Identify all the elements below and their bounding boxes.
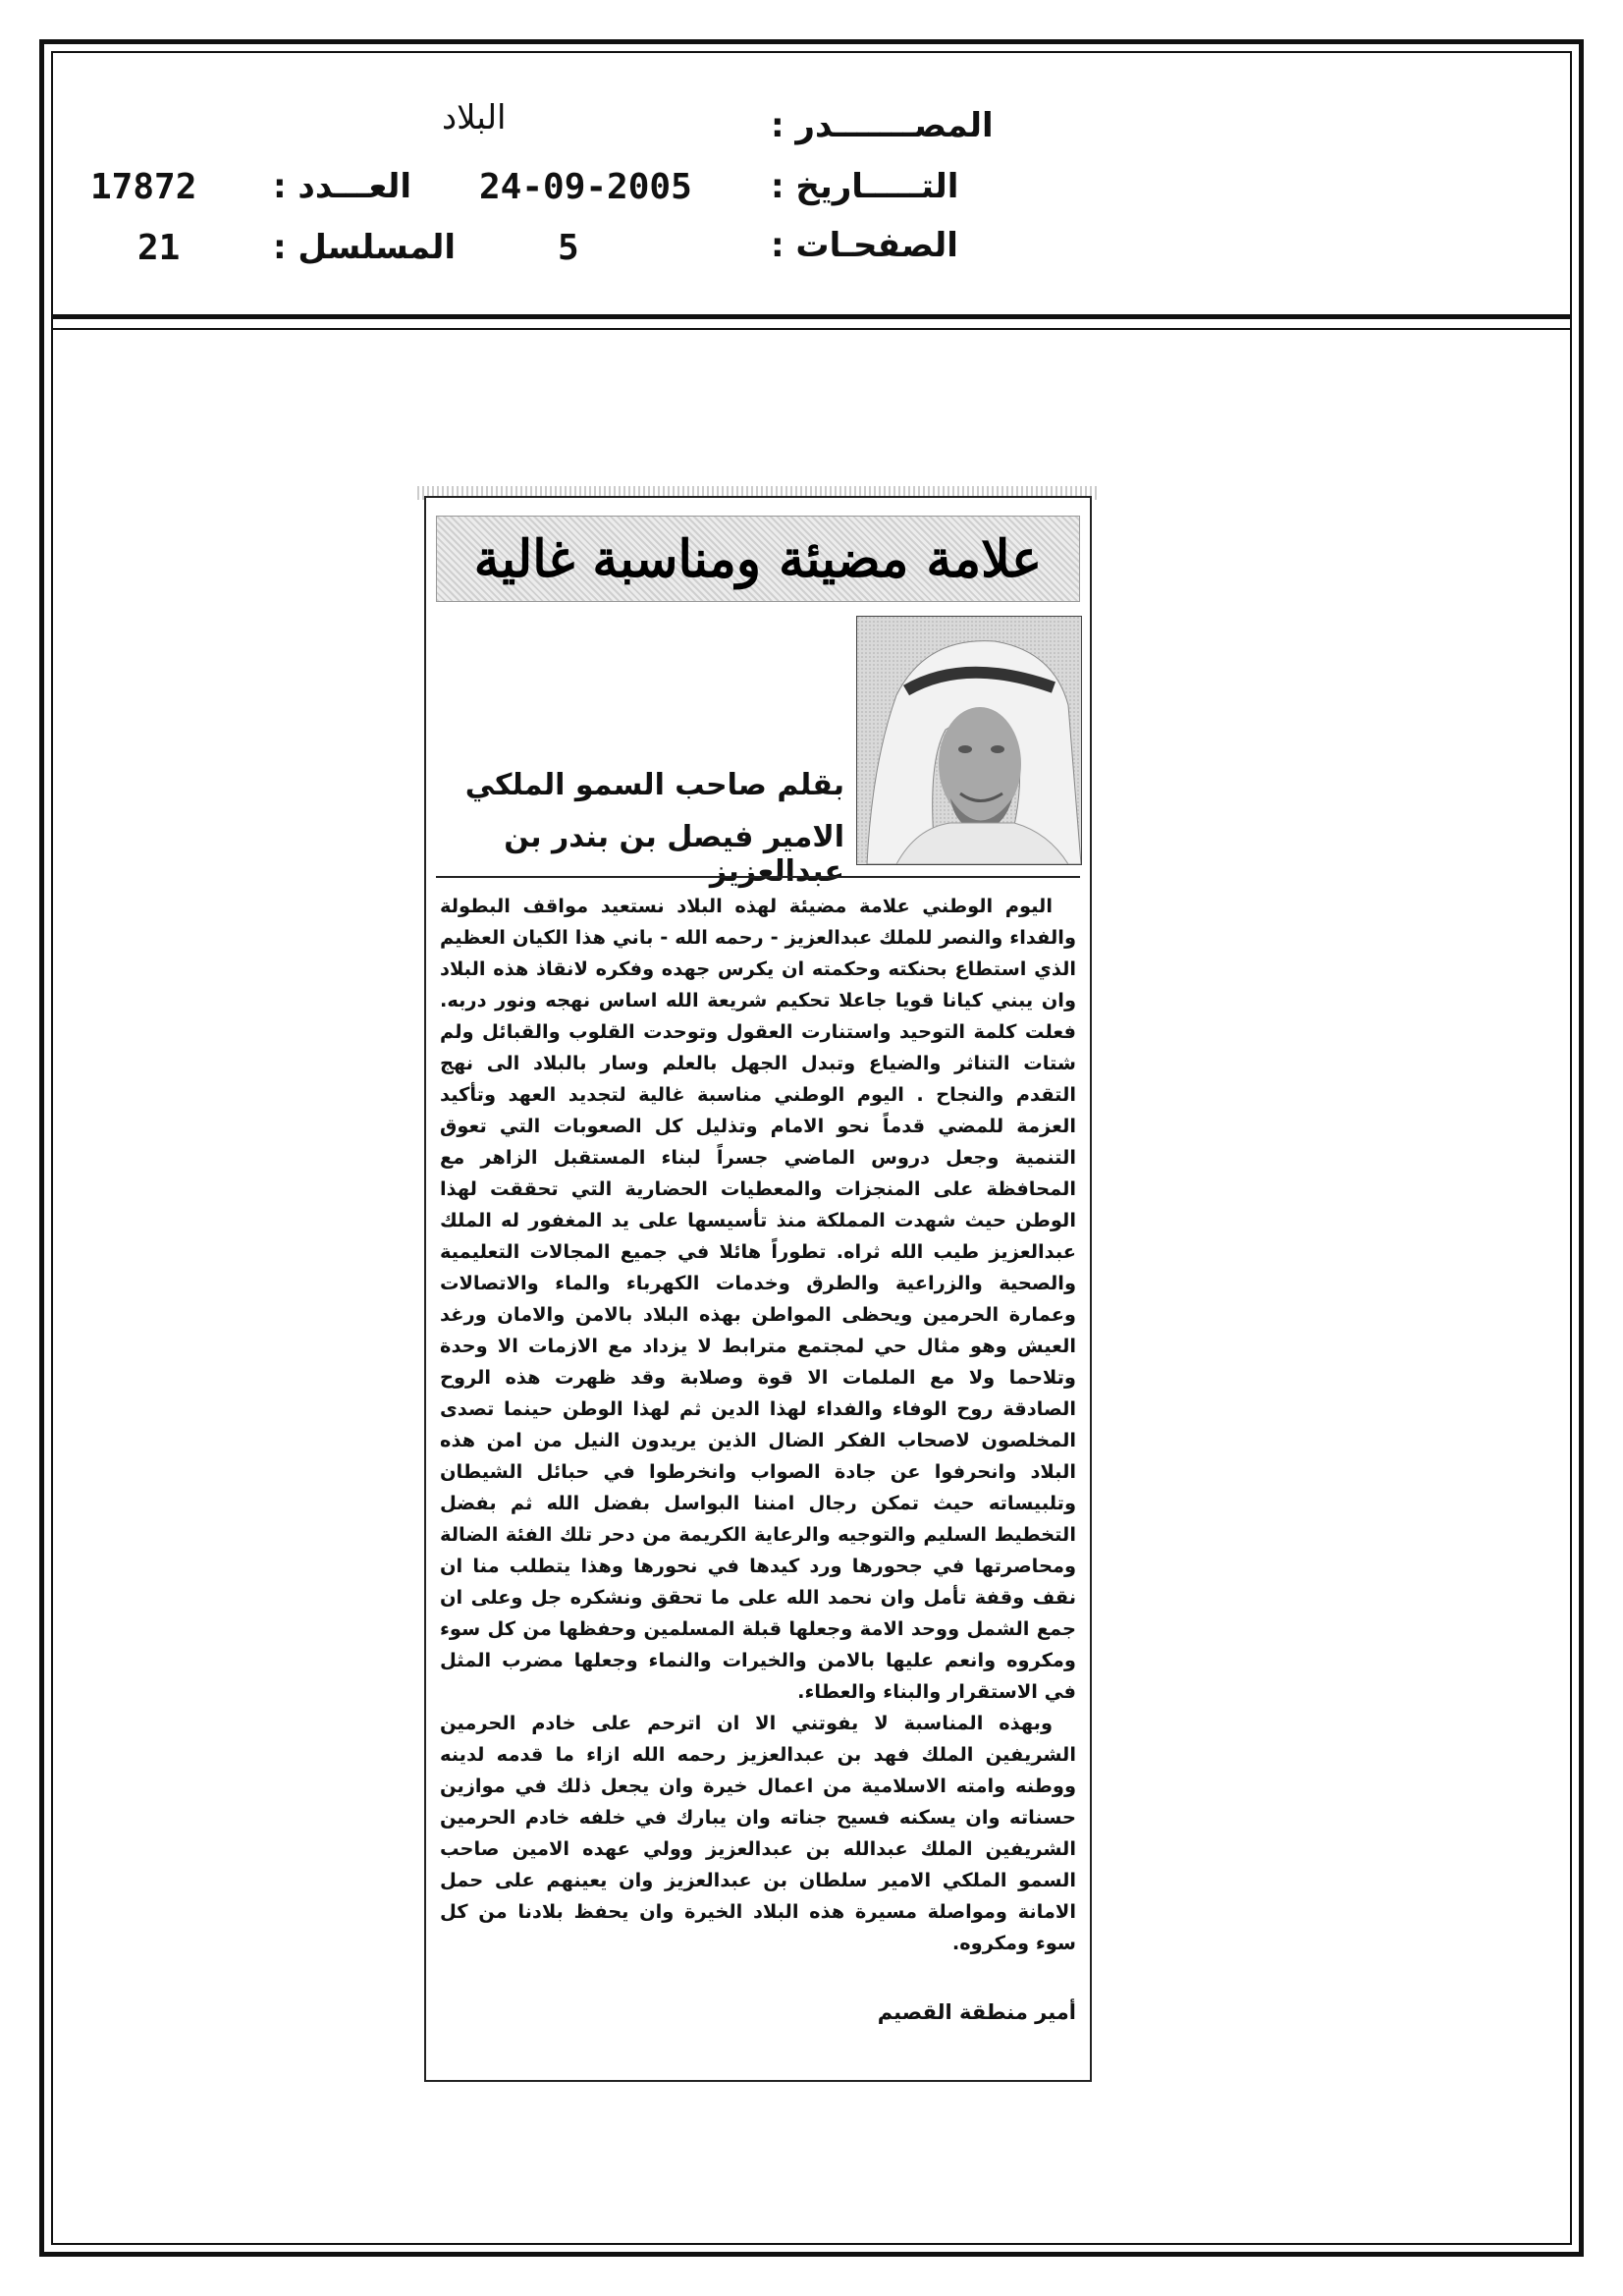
headline-box: [436, 516, 1080, 602]
article-title: علامة مضيئة ومناسبة غالية: [473, 528, 1043, 589]
header-divider: [51, 314, 1572, 319]
article-paragraph: وبهذه المناسبة لا يفوتني الا ان اترحم على خادم الحرمين الشريفين الملك فهد بن عبدالعزيز رحمه الله ازاء ما قدمه لدينه ووطنه وامته الاسلامية من اعمال خيرة وان يجعل ذلك في موازين حسناته وان يسكنه فسيح جناته وان يبارك في خلفه خادم الحرمين الشريفين الملك عبدالله بن عبدالعزيز وولي عهده الامين صاحب السمو الملكي الامير سلطان بن عبدالعزيز وان يعينهم على حمل الامانة ومواصلة مسيرة هذه البلاد الخيرة وان يحفظ بلادنا من كل سوء ومكروه.: [440, 1712, 1076, 1954]
pages-label: الصفحـات :: [771, 226, 958, 265]
pages-value: 5: [558, 228, 579, 268]
author-photo: [856, 616, 1082, 865]
issue-label: العـــدد :: [273, 167, 411, 206]
author-photo-image: [857, 617, 1081, 864]
issue-value: 17872: [90, 167, 197, 207]
article-signature: أمير منطقة القصيم: [877, 2000, 1076, 2024]
source-label: المصـــــــدر :: [771, 106, 994, 145]
date-value: 24-09-2005: [479, 167, 692, 207]
serial-value: 21: [137, 228, 181, 268]
article-body: [440, 891, 1076, 1959]
serial-label: المسلسل :: [273, 228, 457, 267]
article-paragraph: اليوم الوطني علامة مضيئة لهذه البلاد نستعيد مواقف البطولة والفداء والنصر للملك عبدالعزيز - رحمه الله - باني هذا الكيان العظيم الذي استطاع بحنكته وحكمته ان يكرس جهده وفكره لانقاذ هذه البلاد وان يبني كيانا قويا جاعلا تحكيم شريعة الله اساس نهجه ونور دربه. فعلت كلمة التوحيد واستنارت العقول وتوحدت القلوب والقبائل ولم شتات التناثر والضياع وتبدل الجهل بالعلم وسار بالبلاد الى نهج التقدم والنجاح . اليوم الوطني مناسبة غالية لتجديد العهد وتأكيد العزمة للمضي قدماً نحو الامام وتذليل كل الصعوبات التي تعوق التنمية وجعل دروس الماضي جسراً لبناء المستقبل الزاهر مع المحافظة على المنجزات والمعطيات الحضارية التي تحققت لهذا الوطن حيث شهدت المملكة منذ تأسيسها على يد المغفور له الملك عبدالعزيز طيب الله ثراه. تطوراً هائلا في جميع المجالات التعليمية والصحية والزراعية والطرق وخدمات الكهرباء والماء والاتصالات وعمارة الحرمين ويحظى المواطن بهذه البلاد بالامن والامان ورغد العيش وهو مثال حي لمجتمع مترابط لا يزداد مع الازمات الا وحدة وتلاحما ولا مع الملمات الا قوة وصلابة وقد ظهرت هذه الروح الصادقة روح الوفاء والفداء لهذا الدين ثم لهذا الوطن حينما تصدى المخلصون لاصحاب الفكر الضال الذين يريدون النيل من امن هذه البلاد وانحرفوا عن جادة الصواب وانخرطوا في حبائل الشيطان وتلبيساته حيث تمكن رجال امننا البواسل بفضل الله ثم بفضل التخطيط السليم والتوجيه والرعاية الكريمة من دحر تلك الفئة الضالة ومحاصرتها في جحورها ورد كيدها في نحورها وهذا يتطلب منا ان نقف وقفة تأمل وان نحمد الله على ما تحقق ونشكره جل وعلى ان جمع الشمل ووحد الامة وجعلها قبلة المسلمين وحفظها من كل سوء ومكروه وانعم عليها بالامن والخيرات والنماء وجعلها مضرب المثل في الاستقرار والبناء والعطاء.: [440, 895, 1076, 1703]
article-clipping: [424, 496, 1092, 2082]
byline-divider: [436, 876, 1080, 878]
header-divider-thin: [51, 328, 1572, 330]
byline-title: بقلم صاحب السمو الملكي: [464, 768, 844, 802]
date-label: التـــــاريخ :: [771, 167, 959, 206]
source-value: البلاد: [442, 98, 507, 137]
byline-author: الامير فيصل بن بندر بن عبدالعزيز: [504, 820, 844, 889]
